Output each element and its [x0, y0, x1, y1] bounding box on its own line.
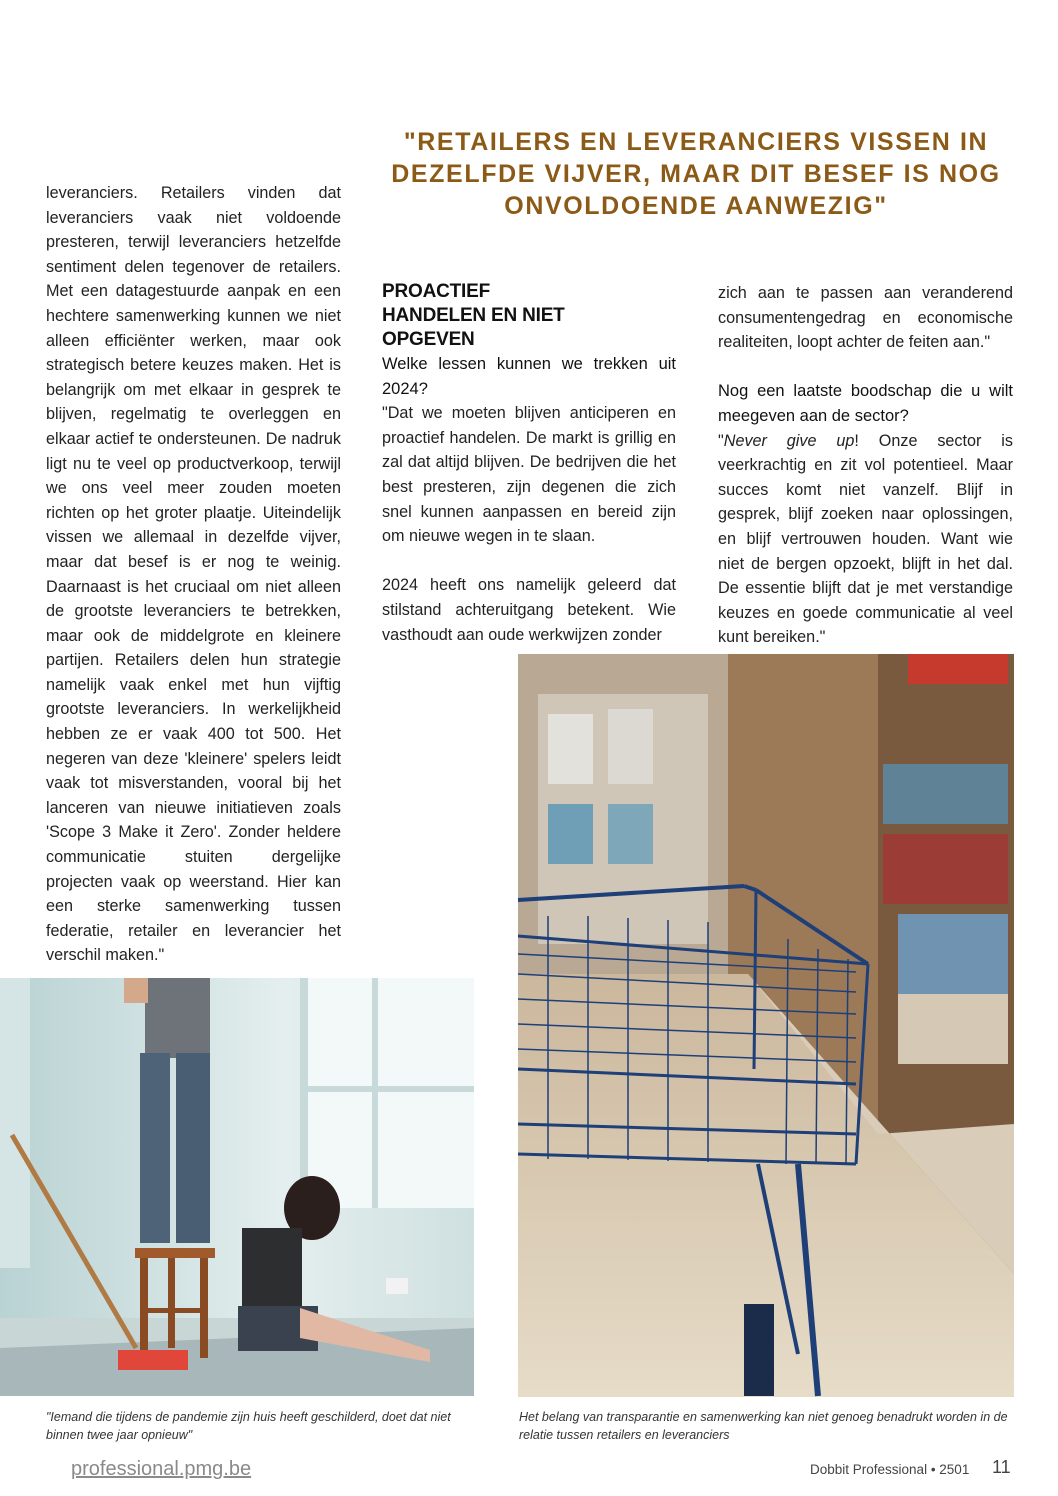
question-heading: Welke lessen kunnen we trekken uit 2024? [382, 355, 676, 398]
article-column-middle [382, 280, 676, 647]
body-text: ! Onze sector is veerkrachtig en zit vol potentieel. Maar succes komt niet vanzelf. Blijf in gesprek, blijf zoeken naar oplossingen, en blijf vertrouwen houden. Want wie niet de bergen opzoekt, blijft in het dal. De essentie blijft dat je met verstandige keuzes en goede communicatie al veel kunt bereiken." [718, 431, 1013, 647]
section-heading: PROACTIEF HANDELEN EN NIET OPGEVEN [382, 281, 565, 350]
article-column-right [718, 281, 1013, 650]
painting-photo [0, 978, 474, 1396]
article-column-left [46, 181, 341, 968]
photo-caption-left: "Iemand die tijdens de pandemie zijn huis heeft geschilderd, doet dat niet binnen twee jaar opnieuw" [46, 1410, 451, 1442]
body-paragraph: "Never give up! Onze sector is veerkrachtig en zit vol potentieel. Maar succes komt niet vanzelf. Blijf in gesprek, blijf zoeken naar oplossingen, en blijf vertrouwen houden. Want wie niet de bergen opzoekt, blijft in het dal. De essentie blijft dat je met verstandige keuzes en goede communicatie al veel kunt bereiken." [718, 431, 1013, 647]
question-heading: Nog een laatste boodschap die u wilt meegeven aan de sector? [718, 382, 1013, 425]
body-paragraph: zich aan te passen aan veranderend consumentengedrag en economische realiteiten, loopt achter de feiten aan." [718, 284, 1013, 352]
pull-quote: "RETAILERS EN LEVERANCIERS VISSEN IN DEZELFDE VIJVER, MAAR DIT BESEF IS NOG ONVOLDOENDE AANWEZIG" [391, 128, 1001, 220]
body-paragraph: 2024 heeft ons namelijk geleerd dat stilstand achteruitgang betekent. Wie vasthoudt aan oude werkwijzen zonder [382, 576, 676, 644]
body-paragraph: "Dat we moeten blijven anticiperen en proactief handelen. De markt is grillig en zal dat altijd blijven. De bedrijven die het best presteren, zijn degenen die zich snel kunnen aanpassen en bereid zijn om nieuwe wegen in te slaan. [382, 404, 676, 546]
shopping-cart-photo [518, 654, 1014, 1397]
body-paragraph: leveranciers. Retailers vinden dat leveranciers vaak niet voldoende presteren, terwijl leveranciers hetzelfde sentiment delen tegenover de retailers. Met een datagestuurde aanpak en een hechtere samenwerking kunnen we niet alleen efficiënter werken, maar ook strategisch betere keuzes maken. Het is belangrijk om met elkaar in gesprek te blijven, regelmatig te overleggen en elkaar actief te ondersteunen. De nadruk ligt nu te veel op productverkoop, terwijl we ons veel meer zouden moeten richten op het groter plaatje. Uiteindelijk vissen we allemaal in dezelfde vijver, maar dat besef is er nog te weinig. Daarnaast is het cruciaal om niet alleen de grootste leveranciers te betrekken, maar ook de middelgrote en kleinere partijen. Retailers delen hun strategie namelijk vaak enkel met hun vijftig grootste leveranciers. In werkelijkheid hebben ze er vaak 400 tot 500. Het negeren van deze 'kleinere' spelers leidt vaak tot misverstanden, vooral bij het lanceren van nieuwe initiatieven zoals 'Scope 3 Make it Zero'. Zonder heldere communicatie stuiten dergelijke projecten vaak op weerstand. Hier kan een sterke samenwerking tussen federatie, retailer en leverancier het verschil maken." [46, 184, 341, 965]
footer-website-link[interactable]: professional.pmg.be [71, 1458, 252, 1480]
footer-magazine-issue: Dobbit Professional • 2501 [810, 1462, 970, 1477]
page-number: 11 [992, 1457, 1011, 1477]
photo-caption-right: Het belang van transparantie en samenwerking kan niet genoeg benadrukt worden in de relatie tussen retailers en leveranciers [519, 1410, 1008, 1442]
emphasis-text: Never give up [723, 431, 855, 450]
